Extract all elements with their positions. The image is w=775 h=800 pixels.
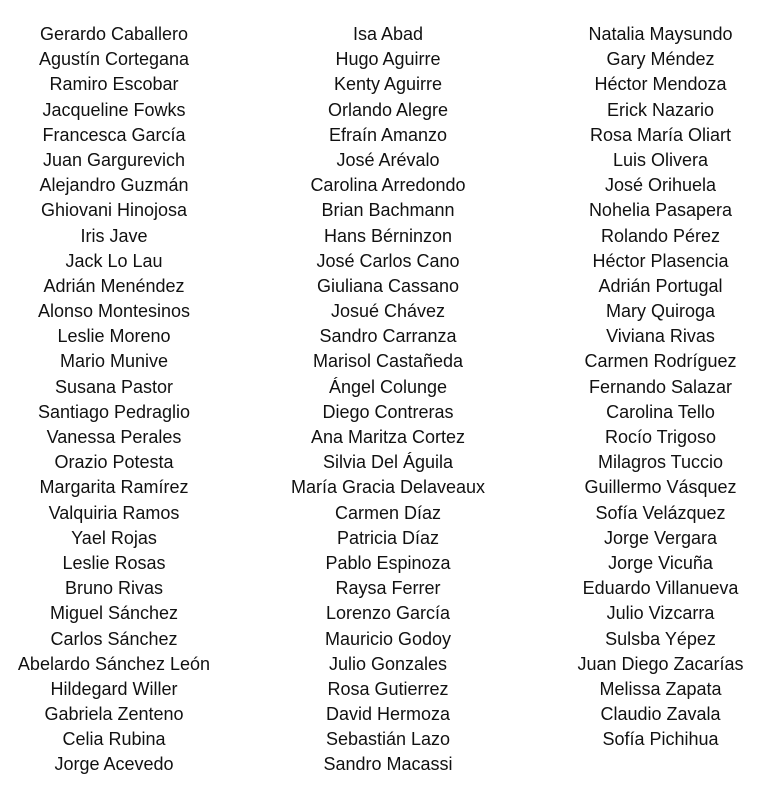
- name-entry: Sulsba Yépez: [605, 628, 716, 649]
- name-entry: Sebastián Lazo: [325, 729, 451, 750]
- name-entry: Efraín Amanzo: [328, 124, 448, 145]
- name-entry: Isa Abad: [352, 24, 424, 44]
- name-entry: David Hermoza: [325, 704, 451, 725]
- name-entry: Kenty Aguirre: [333, 74, 443, 95]
- name-column-3: [546, 22, 775, 752]
- name-entry: Sofía Velázquez: [595, 502, 726, 523]
- name-entry: Bruno Rivas: [64, 578, 164, 599]
- name-entry: Sofía Pichihua: [602, 729, 719, 750]
- name-entry: José Arévalo: [336, 149, 440, 170]
- name-entry: Juan Gargurevich: [42, 149, 186, 170]
- name-entry: Alejandro Guzmán: [39, 175, 189, 196]
- name-entry: Mary Quiroga: [605, 301, 716, 322]
- name-entry: Jorge Vicuña: [608, 552, 713, 573]
- name-entry: Jorge Acevedo: [54, 754, 174, 775]
- name-entry: Carmen Díaz: [334, 502, 442, 523]
- name-entry: Carmen Rodríguez: [584, 351, 737, 372]
- name-entry: Luis Olivera: [612, 149, 709, 170]
- name-entry: Leslie Moreno: [57, 326, 171, 347]
- name-entry: Gerardo Caballero: [39, 24, 189, 44]
- name-entry: Julio Vizcarra: [606, 603, 715, 624]
- name-entry: Agustín Cortegana: [38, 49, 190, 70]
- name-entry: Hugo Aguirre: [335, 49, 441, 70]
- name-entry: Silvia Del Águila: [322, 452, 454, 473]
- name-entry: Ramiro Escobar: [49, 74, 179, 95]
- name-entry: Julio Gonzales: [328, 653, 448, 674]
- name-entry: Yael Rojas: [71, 527, 157, 548]
- name-entry: Josué Chávez: [330, 301, 446, 322]
- name-entry: Valquiria Ramos: [48, 502, 180, 523]
- name-entry: Nohelia Pasapera: [588, 200, 733, 221]
- name-entry: Milagros Tuccio: [597, 452, 724, 473]
- name-entry: Santiago Pedraglio: [37, 401, 191, 422]
- name-entry: Ángel Colunge: [328, 376, 448, 397]
- name-entry: Marisol Castañeda: [312, 351, 464, 372]
- name-entry: Sandro Carranza: [319, 326, 457, 347]
- name-entry: Natalia Maysundo: [588, 24, 733, 44]
- name-entry: Raysa Ferrer: [335, 578, 441, 599]
- name-entry: Adrián Menéndez: [43, 275, 185, 296]
- name-entry: José Orihuela: [604, 175, 717, 196]
- name-entry: Carolina Arredondo: [310, 175, 466, 196]
- name-entry: Alonso Montesinos: [37, 301, 191, 322]
- name-entry: Francesca García: [42, 124, 186, 145]
- name-columns: [0, 22, 775, 792]
- name-entry: Carolina Tello: [606, 401, 715, 422]
- name-entry: Juan Diego Zacarías: [577, 653, 744, 674]
- name-entry: Héctor Plasencia: [592, 250, 729, 271]
- name-entry: José Carlos Cano: [316, 250, 460, 271]
- name-column-1: [0, 22, 228, 778]
- name-entry: Mario Munive: [59, 351, 169, 372]
- name-entry: Leslie Rosas: [62, 552, 166, 573]
- name-entry: María Gracia Delaveaux: [290, 477, 486, 498]
- name-entry: Lorenzo García: [325, 603, 451, 624]
- name-entry: Abelardo Sánchez León: [17, 653, 211, 674]
- name-entry: Jorge Vergara: [603, 527, 718, 548]
- name-entry: Sandro Macassi: [323, 754, 453, 775]
- name-entry: Héctor Mendoza: [594, 74, 727, 95]
- name-entry: Diego Contreras: [322, 401, 454, 422]
- name-entry: Claudio Zavala: [600, 704, 721, 725]
- name-entry: Carlos Sánchez: [50, 628, 178, 649]
- name-entry: Viviana Rivas: [606, 326, 715, 347]
- name-entry: Rocío Trigoso: [604, 427, 717, 447]
- name-entry: Erick Nazario: [606, 99, 715, 120]
- name-entry: Orlando Alegre: [327, 99, 449, 120]
- name-entry: Fernando Salazar: [588, 376, 733, 397]
- name-entry: Guillermo Vásquez: [584, 477, 737, 498]
- name-entry: Rolando Pérez: [600, 225, 721, 246]
- name-entry: Rosa Gutierrez: [327, 678, 449, 699]
- name-column-2: [274, 22, 502, 778]
- name-entry: Rosa María Oliart: [589, 124, 732, 145]
- name-entry: Jack Lo Lau: [65, 250, 163, 271]
- name-entry: Vanessa Perales: [46, 427, 182, 447]
- name-entry: Melissa Zapata: [599, 678, 722, 699]
- name-entry: Celia Rubina: [62, 729, 166, 750]
- name-entry: Jacqueline Fowks: [42, 99, 186, 120]
- name-entry: Brian Bachmann: [321, 200, 455, 221]
- name-entry: Eduardo Villanueva: [582, 578, 739, 599]
- name-entry: Hildegard Willer: [50, 678, 178, 699]
- name-entry: Margarita Ramírez: [39, 477, 189, 498]
- name-entry: Orazio Potesta: [54, 452, 174, 473]
- name-entry: Mauricio Godoy: [324, 628, 452, 649]
- name-entry: Ghiovani Hinojosa: [40, 200, 188, 221]
- name-entry: Pablo Espinoza: [325, 552, 451, 573]
- name-entry: Miguel Sánchez: [49, 603, 179, 624]
- name-entry: Gary Méndez: [606, 49, 715, 70]
- name-entry: Hans Bérninzon: [323, 225, 453, 246]
- name-entry: Susana Pastor: [54, 376, 174, 397]
- name-entry: Ana Maritza Cortez: [310, 427, 466, 447]
- name-entry: Adrián Portugal: [598, 275, 723, 296]
- name-entry: Iris Jave: [80, 225, 148, 246]
- name-entry: Gabriela Zenteno: [44, 704, 184, 725]
- name-entry: Patricia Díaz: [336, 527, 440, 548]
- name-entry: Giuliana Cassano: [316, 275, 460, 296]
